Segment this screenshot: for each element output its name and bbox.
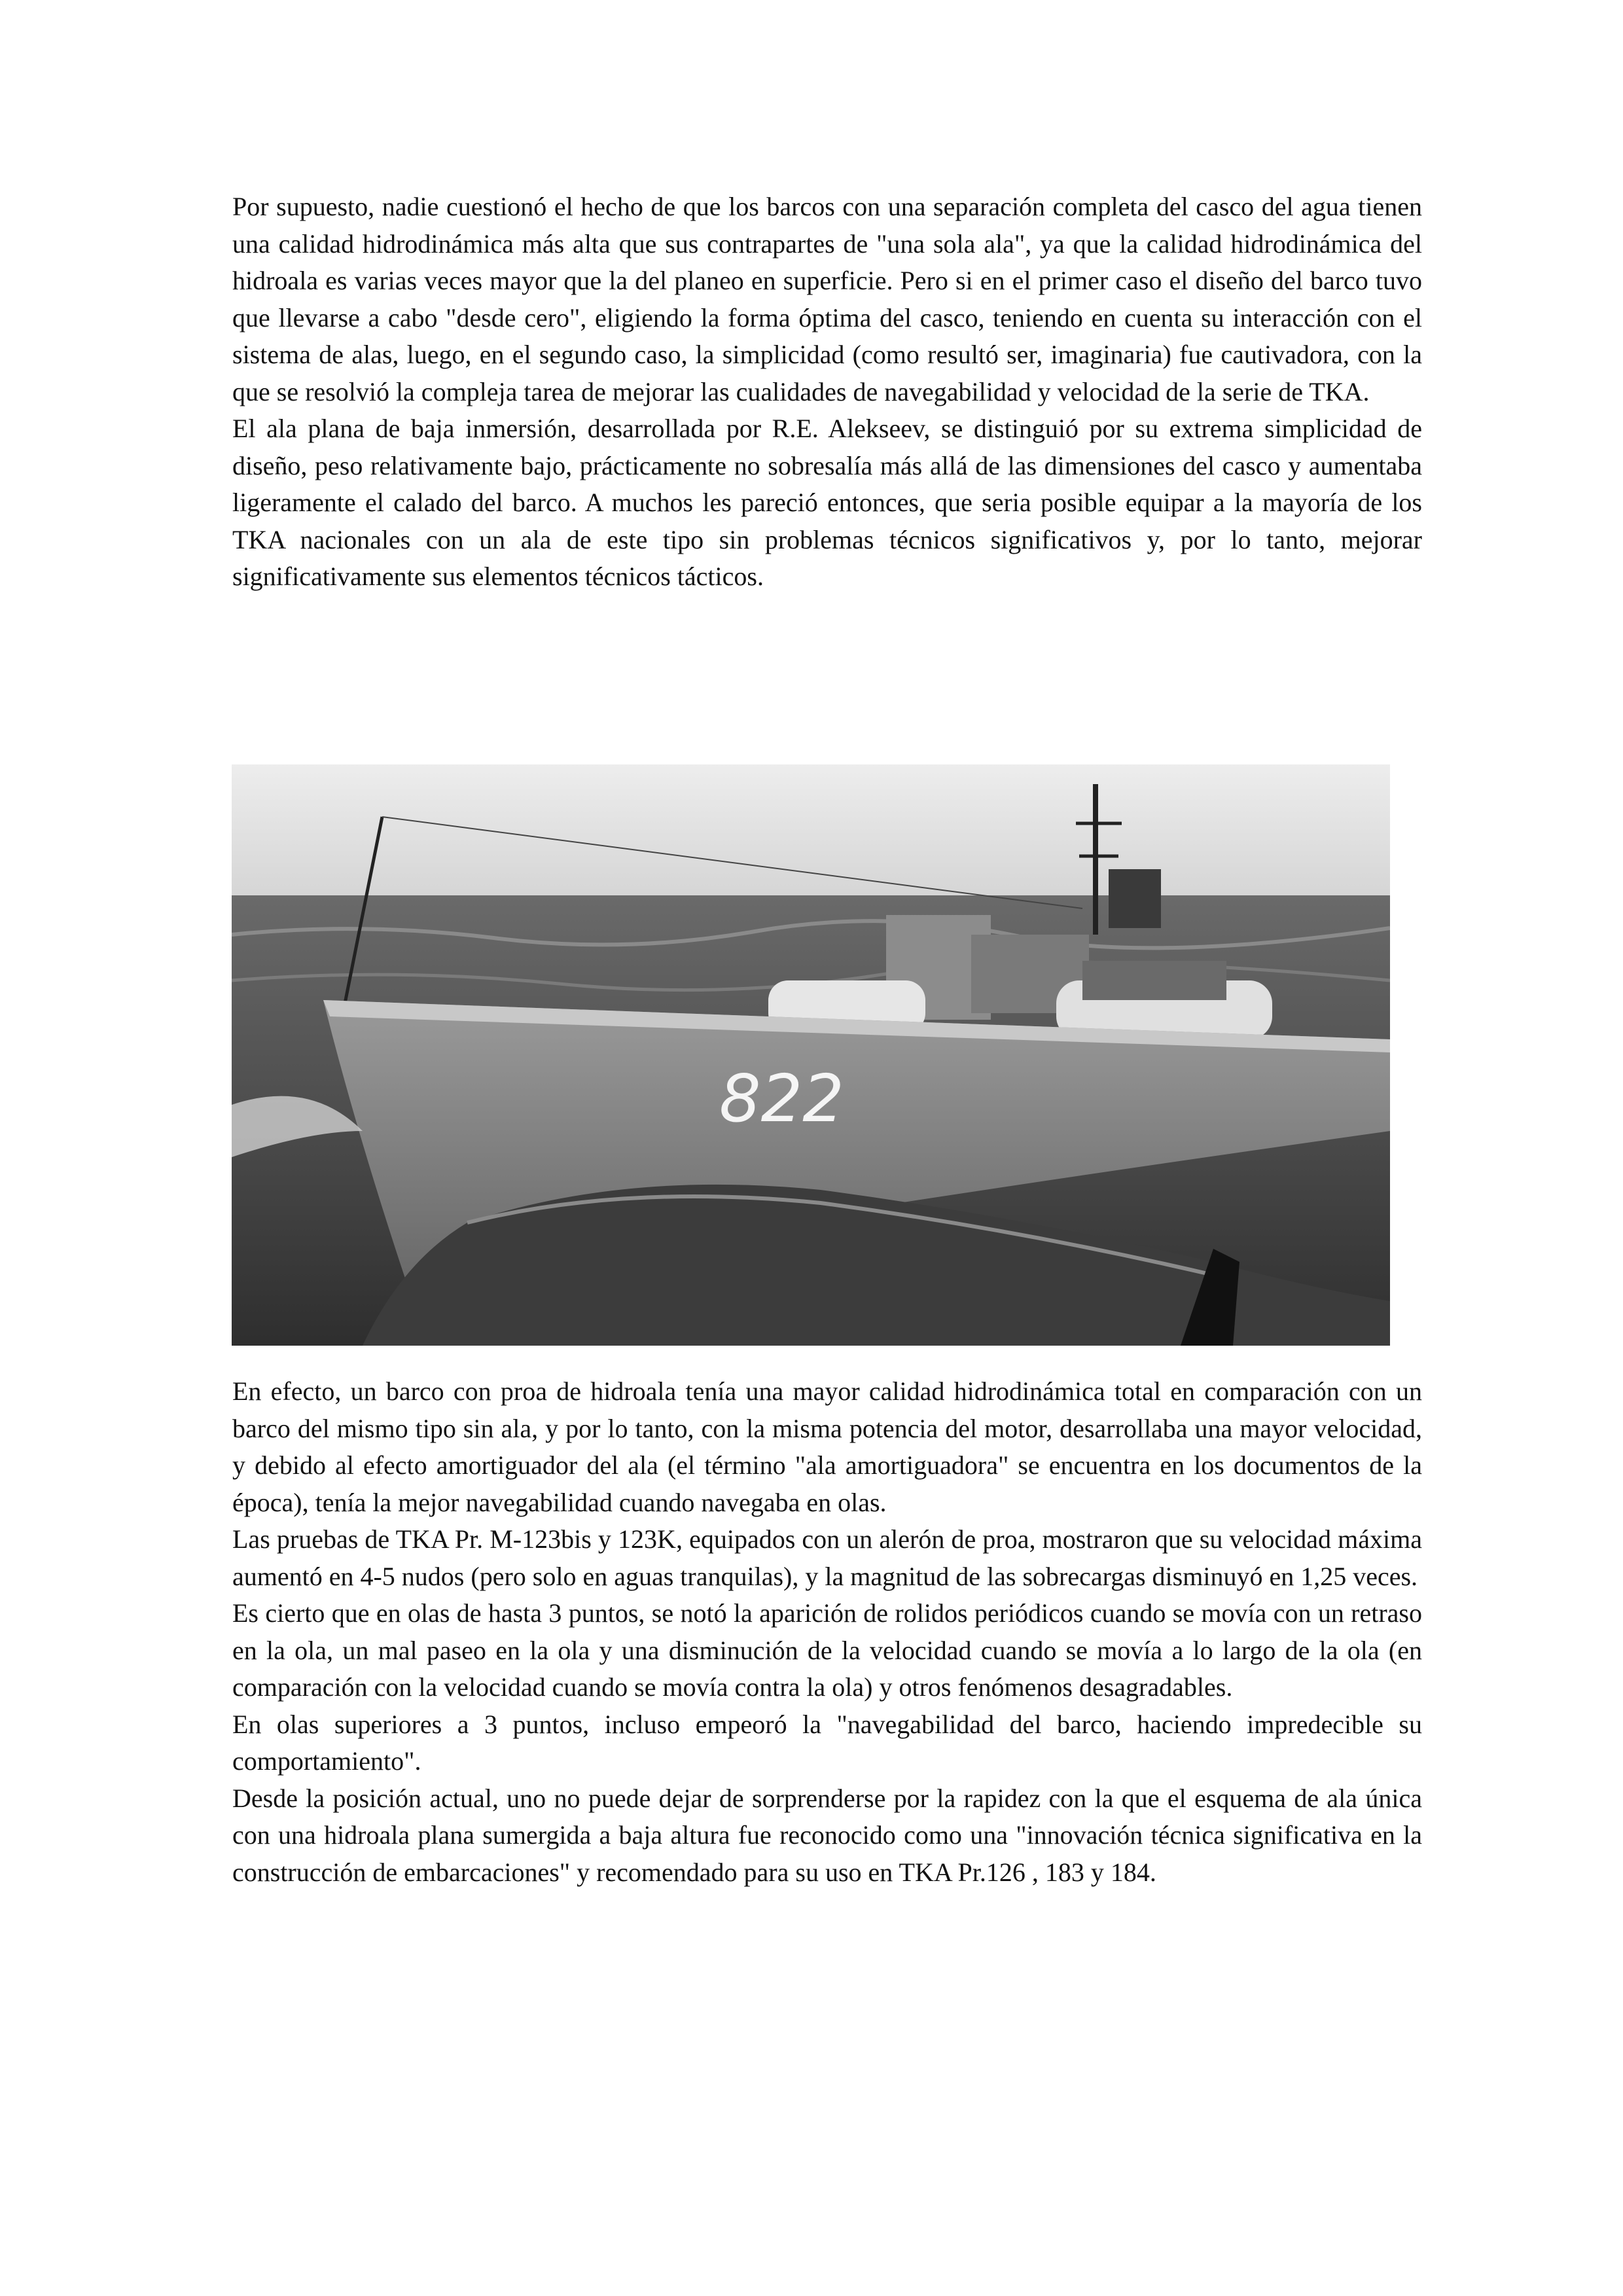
paragraph: En olas superiores a 3 puntos, incluso empeoró la "navegabilidad del barco, haciendo impredecible su comportamiento". [232, 1709, 1422, 1776]
text-block-top [232, 188, 1422, 596]
paragraph: Es cierto que en olas de hasta 3 puntos, se notó la aparición de rolidos periódicos cuando se movía con un retraso en la ola, un mal paseo en la ola y una disminución de la velocidad cuando se movía a lo largo de la ola (en comparación con la velocidad cuando se movía contra la ola) y otros fenómenos desagradables. [232, 1598, 1422, 1702]
paragraph: El ala plana de baja inmersión, desarrollada por R.E. Alekseev, se distinguió por su extrema simplicidad de diseño, peso relativamente bajo, prácticamente no sobresalía más allá de las dimensiones del casco y aumentaba ligeramente el calado del barco. A muchos les pareció entonces, que seria posible equipar a la mayoría de los TKA nacionales con un ala de este tipo sin problemas técnicos significativos y, por lo tanto, mejorar significativamente sus elementos técnicos tácticos. [232, 414, 1422, 591]
paragraph: Las pruebas de TKA Pr. M-123bis y 123K, equipados con un alerón de proa, mostraron que su velocidad máxima aumentó en 4-5 nudos (pero solo en aguas tranquilas), y la magnitud de las sobrecargas disminuyó en 1,25 veces. [232, 1524, 1422, 1591]
paragraph: En efecto, un barco con proa de hidroala tenía una mayor calidad hidrodinámica total en comparación con un barco del mismo tipo sin ala, y por lo tanto, con la misma potencia del motor, desarrollaba una mayor velocidad, y debido al efecto amortiguador del ala (el término "ala amortiguadora" se encuentra en los documentos de la época), tenía la mejor navegabilidad cuando navegaba en olas. [232, 1376, 1422, 1517]
boat-photo [232, 764, 1390, 1346]
paragraph: Por supuesto, nadie cuestionó el hecho de que los barcos con una separación completa del casco del agua tienen una calidad hidrodinámica más alta que sus contrapartes de "una sola ala", ya que la calidad hidrodinámica del hidroala es varias veces mayor que la del planeo en superficie. Pero si en el primer caso el diseño del barco tuvo que llevarse a cabo "desde cero", eligiendo la forma óptima del casco, teniendo en cuenta su interacción con el sistema de alas, luego, en el segundo caso, la simplicidad (como resultó ser, imaginaria) fue cautivadora, con la que se resolvió la compleja tarea de mejorar las cualidades de navegabilidad y velocidad de la serie de TKA. [232, 192, 1422, 406]
hull-number: 822 [719, 1060, 844, 1137]
paragraph: Desde la posición actual, uno no puede dejar de sorprenderse por la rapidez con la que el esquema de ala única con una hidroala plana sumergida a baja altura fue reconocido como una "innovación técnica significativa en la construcción de embarcaciones" y recomendado para su uso en TKA Pr.126 , 183 y 184. [232, 1783, 1422, 1887]
torpedo-boat-image [232, 764, 1390, 1346]
text-block-bottom [232, 1373, 1422, 1891]
